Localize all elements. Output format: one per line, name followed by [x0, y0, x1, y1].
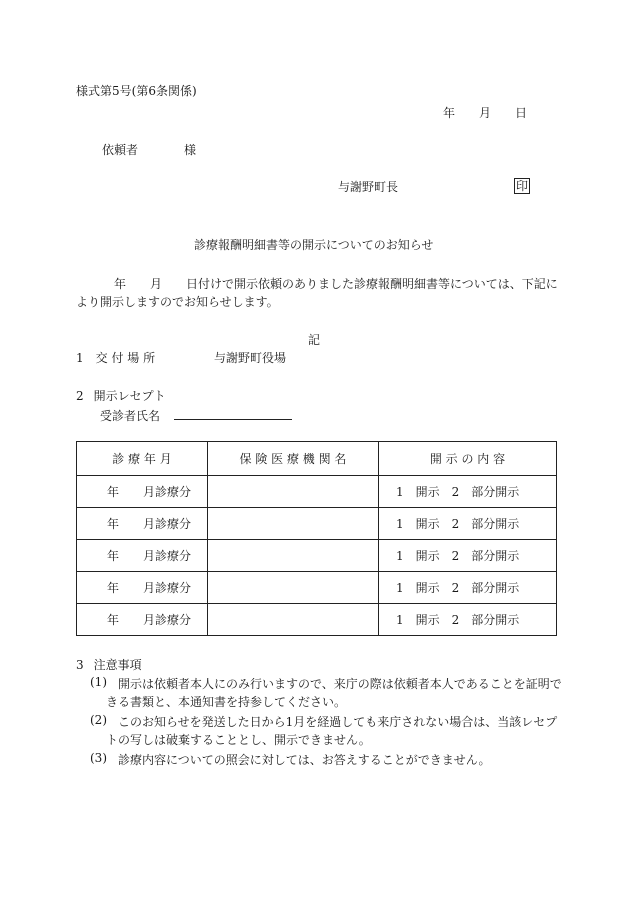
table-row [77, 476, 557, 508]
cell-month: 年 月診療分 [77, 604, 208, 636]
header-treatment-month: 診 療 年 月 [77, 442, 208, 476]
header-institution: 保 険 医 療 機 関 名 [208, 442, 379, 476]
cell-institution [208, 508, 379, 540]
cell-month: 年 月診療分 [77, 572, 208, 604]
cell-institution [208, 604, 379, 636]
cell-disclosure: 1 開示 2 部分開示 [379, 572, 557, 604]
cell-disclosure: 1 開示 2 部分開示 [379, 476, 557, 508]
cell-month: 年 月診療分 [77, 540, 208, 572]
section-3 [76, 656, 142, 673]
document-title: 診療報酬明細書等の開示についてのお知らせ [194, 238, 434, 252]
section-1 [76, 349, 155, 366]
note-3-line-1: 診療内容についての照会に対しては、お答えすることができません。 [118, 753, 491, 767]
date-line [443, 104, 527, 121]
cell-disclosure: 1 開示 2 部分開示 [379, 508, 557, 540]
date-year: 年 [443, 106, 456, 120]
table-row [77, 508, 557, 540]
section-3-label: 注意事項 [93, 658, 142, 672]
cell-month: 年 月診療分 [77, 508, 208, 540]
table-header-row [77, 442, 557, 476]
body-line-1 [114, 275, 558, 292]
date-month: 月 [479, 106, 492, 120]
cell-institution [208, 572, 379, 604]
sender-name: 与謝野町長 [338, 180, 399, 194]
section-1-value: 与謝野町役場 [214, 351, 287, 365]
patient-name-line [174, 405, 292, 420]
cell-disclosure: 1 開示 2 部分開示 [379, 540, 557, 572]
recipient-label: 依頼者 [102, 143, 139, 157]
date-day: 日 [515, 106, 528, 120]
disclosure-table [76, 441, 557, 636]
note-3-number: (3) [90, 751, 107, 765]
patient-name-label: 受診者氏名 [100, 409, 161, 423]
body-line-2: より開示しますのでお知らせします。 [76, 295, 279, 309]
note-1-number: (1) [90, 675, 107, 689]
section-2-number: 2 [76, 389, 84, 403]
section-2-label: 開示レセプト [93, 389, 166, 403]
cell-institution [208, 476, 379, 508]
seal-stamp: 印 [516, 179, 529, 193]
header-disclosure: 開 示 の 内 容 [379, 442, 557, 476]
section-2 [76, 387, 166, 404]
ki-heading: 記 [308, 333, 321, 347]
table-row [77, 540, 557, 572]
section-3-number: 3 [76, 658, 84, 672]
note-2-line-2: トの写しは破棄することとし、開示できません。 [106, 733, 371, 747]
section-1-number: 1 [76, 351, 84, 365]
note-1-line-2: きる書類と、本通知書を持参してください。 [106, 695, 347, 709]
body-year: 年 [114, 277, 127, 291]
note-1-line-1: 開示は依頼者本人にのみ行いますので、来庁の際は依頼者本人であることを証明で [118, 677, 562, 691]
recipient-honorific: 様 [184, 143, 197, 157]
cell-month: 年 月診療分 [77, 476, 208, 508]
cell-disclosure: 1 開示 2 部分開示 [379, 604, 557, 636]
note-2-number: (2) [90, 713, 107, 727]
body-month: 月 [150, 277, 163, 291]
table-row [77, 604, 557, 636]
cell-institution [208, 540, 379, 572]
note-2-line-1: このお知らせを発送した日から1月を経過しても来庁されない場合は、当該レセプ [118, 715, 558, 729]
body-line-1-rest: 日付けで開示依頼のありました診療報酬明細書等については、下記に [186, 277, 558, 291]
table-row [77, 572, 557, 604]
section-1-label: 交 付 場 所 [95, 351, 156, 365]
patient-name-row [100, 405, 292, 424]
form-label: 様式第5号(第6条関係) [76, 84, 197, 98]
